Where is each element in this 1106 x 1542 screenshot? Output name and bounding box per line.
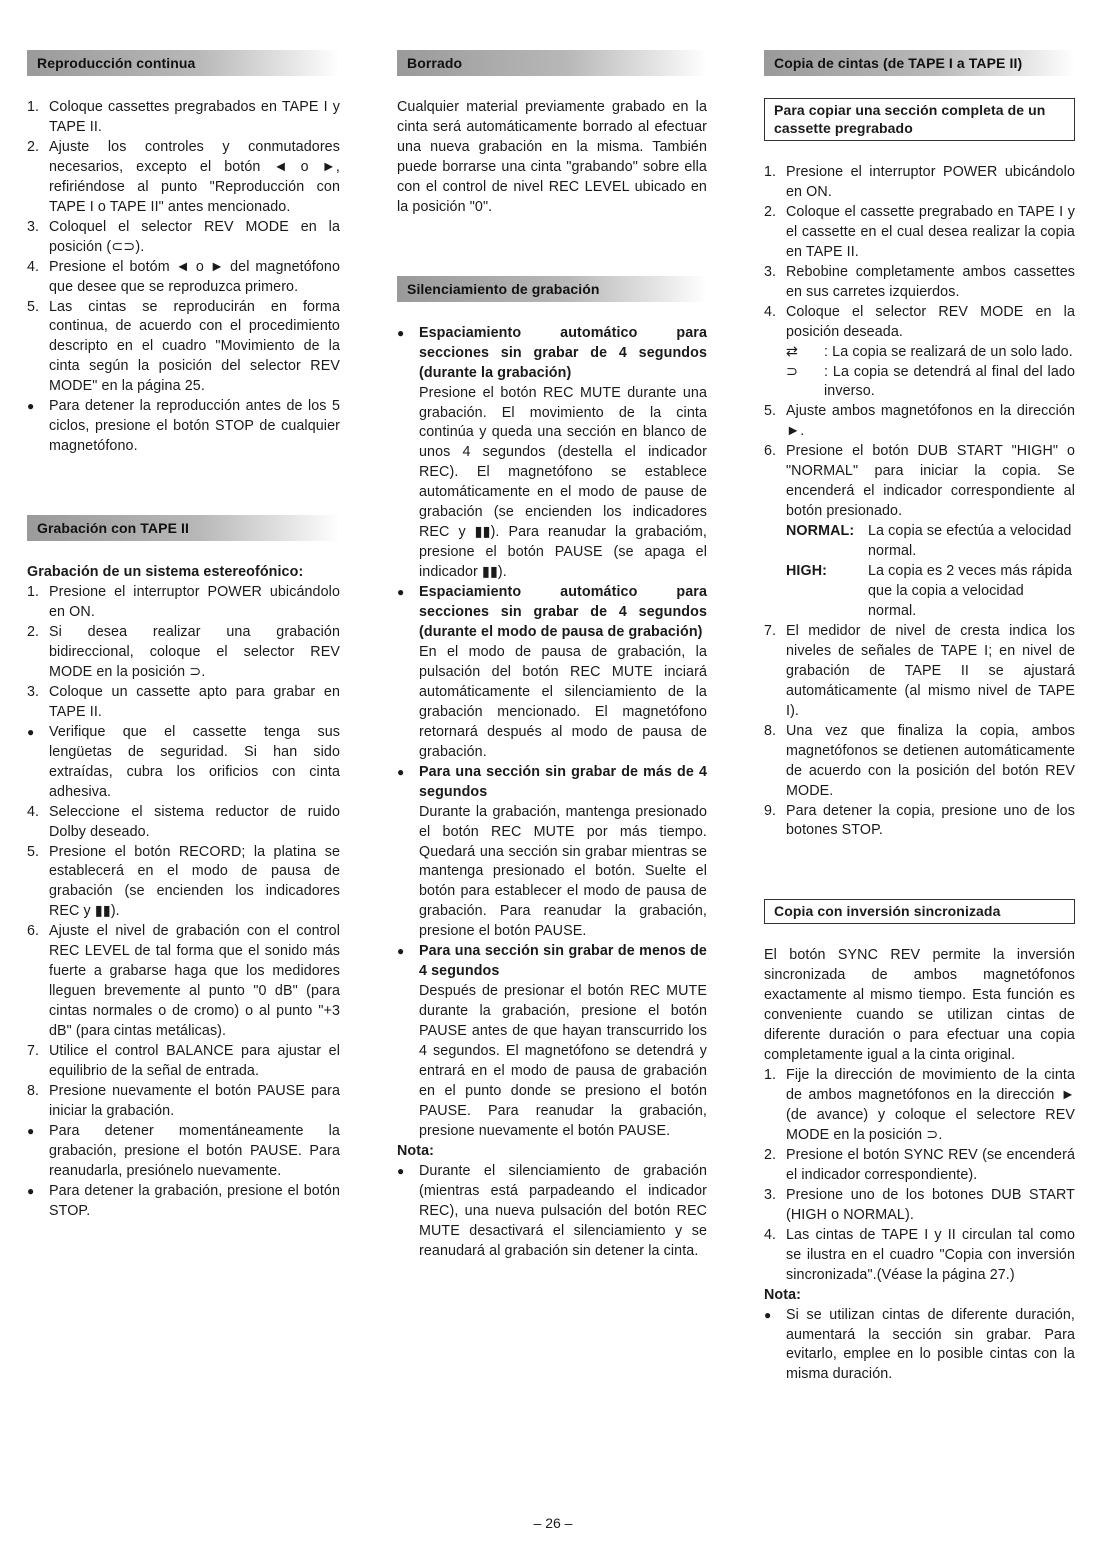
list-item: 1. Presione el interruptor POWER ubicándolo en ON. <box>764 164 1075 200</box>
column-1 <box>27 50 340 1222</box>
list-item: 4. Las cintas de TAPE I y II circulan tal como se ilustra en el cuadro "Copia con inversión sincronizada".(Véase la página 27.) <box>764 1226 1075 1283</box>
list-item: ● Para detener momentáneamente la grabación, presione el botón PAUSE. Para reanudarla, presiónelo nuevamente. <box>27 1122 340 1179</box>
list-item: 2. Si desea realizar una grabación bidireccional, coloque el selector REV MODE en la posición ⊃. <box>27 624 340 680</box>
section-heading-continuous: Reproducción continua <box>27 50 340 76</box>
sync-steps <box>764 1066 1075 1285</box>
mute-note-label: Nota: <box>397 1142 435 1159</box>
list-item: 4. Presione el botóm ◄ o ► del magnetófono que desee que se reproduzca primero. <box>27 258 340 295</box>
page-number: – 26 – <box>533 1515 573 1531</box>
column-2 <box>397 50 707 1262</box>
list-item: 5. Ajuste ambos magnetófonos en la dirección ►. <box>764 403 1075 440</box>
list-item: 7. El medidor de nivel de cresta indica los niveles de señales de TAPE I; en nivel de grabación de TAPE II se ajustará automáticamente (al mismo nivel de TAPE I). <box>764 622 1075 719</box>
list-item: 3. Presione uno de los botones DUB START (HIGH o NORMAL). <box>764 1186 1075 1223</box>
list-item: 6. Presione el botón DUB START "HIGH" o "NORMAL" para iniciar la copia. Se encenderá el indicador correspondiente al botón presionado. <box>764 443 1075 520</box>
list-item: ● Para detener la reproducción antes de los 5 ciclos, presione el botón STOP de cualquier magnetófono. <box>27 398 340 455</box>
list-item: NORMAL: La copia se efectúa a velocidad normal. <box>786 523 1072 560</box>
list-item: ● Para una sección sin grabar de más de 4 segundos Durante la grabación, mantenga presionado el botón REC MUTE por más tiempo. Quedará una sección sin grabar mientras se mantenga presionado el botón. Suelte el botón para establecer el modo de pausa de grabación. Para reanudar la grabación, presione el botón PAUSE. <box>397 763 707 940</box>
reverse-icon: ⊃ <box>786 363 799 380</box>
list-item: 3. Rebobine completamente ambos cassettes en sus carretes izquierdos. <box>764 263 1075 300</box>
list-item: ● Durante el silenciamiento de grabación (mientras está parpadeando el indicador REC), una nueva pulsación del botón REC MUTE desactivará el silenciamiento y se reanudará al grabación sin detener la cinta. <box>397 1162 707 1259</box>
list-item: HIGH: La copia es 2 veces más rápida que la copia a velocidad normal. <box>786 563 1073 619</box>
erase-text: Cualquier material previamente grabado en la cinta será automáticamente borrado al efectuar una nueva grabación en la misma. También puede borrarse una cinta "grabando" sobre ella con el control de nivel REC LEVEL ubicado en la posición "0". <box>397 99 707 215</box>
mute-note <box>397 1162 707 1262</box>
copy-steps <box>764 163 1075 841</box>
list-item: ● Si se utilizan cintas de diferente duración, aumentará la sección sin grabar. Para evitarlo, emplee en lo posible cintas con la misma duración. <box>764 1306 1075 1383</box>
list-item: 5. Presione el botón RECORD; la platina se establecerá en el modo de pausa de grabación (se encienden los indicadores REC y ▮▮). <box>27 843 340 920</box>
list-item: 2. Ajuste los controles y conmutadores necesarios, excepto el botón ◄ o ►, refiriéndose al punto "Reproducción con TAPE I o TAPE II" antes mencionado. <box>27 138 340 215</box>
section-heading-mute: Silenciamiento de grabación <box>397 276 707 302</box>
list-item: 2. Coloque el cassette pregrabado en TAPE I y el cassette en el cual desea realizar la copia en TAPE II. <box>764 203 1075 260</box>
list-item: 4. Coloque el selector REV MODE en la posición deseada. <box>764 303 1075 340</box>
sync-box-heading: Copia con inversión sincronizada <box>764 899 1075 924</box>
copy-box-heading: Para copiar una sección completa de un cassette pregrabado <box>764 98 1075 141</box>
continuous-steps <box>27 98 340 457</box>
section-heading-erase: Borrado <box>397 50 707 76</box>
mute-items <box>397 324 707 1142</box>
sync-intro: El botón SYNC REV permite la inversión sincronizada de ambos magnetófonos exactamente al mismo tiempo. Esta función es conveniente cuando se utilizan cintas de diferente duración o para efectuar una copia completamente igual a la cinta original. <box>764 947 1075 1064</box>
list-item: 1. Presione el interruptor POWER ubicándolo en ON. <box>27 584 340 621</box>
list-item: 6. Ajuste el nivel de grabación con el control REC LEVEL de tal forma que el sonido más fuerte a grabarse haga que los medidores lleguen brevemente al punto "0 dB" (para cintas normales o de cromo) o al punto "+3 dB" (para cintas metálicas). <box>27 923 340 1040</box>
list-item: ● Espaciamiento automático para secciones sin grabar de 4 segundos (durante la grabación) Presione el botón REC MUTE durante una grabación. El movimiento de la cinta continúa y queda una sección en blanco de unos 4 segundos (destella el indicador REC). El magnetófono se establece automáticamente en el modo de pause de grabación (se encienden los indicadores REC y ▮▮). Para reanudar la grabacióm, presione el botón PAUSE (se apaga el indicador ▮▮). <box>397 324 707 581</box>
list-item: 8. Una vez que finaliza la copia, ambos magnetófonos se detienen automáticamente de acuerdo con la posición del botón REV MODE. <box>764 722 1075 799</box>
list-item: 7. Utilice el control BALANCE para ajustar el equilibrio de la señal de entrada. <box>27 1043 340 1079</box>
list-item: 2. Presione el botón SYNC REV (se encenderá el indicador correspondiente). <box>764 1146 1075 1183</box>
one-way-icon: ⇄ <box>786 343 799 360</box>
list-item: 1. Coloque cassettes pregrabados en TAPE I y TAPE II. <box>27 99 340 135</box>
list-item: 8. Presione nuevamente el botón PAUSE para iniciar la grabación. <box>27 1082 340 1119</box>
list-item: ● Para detener la grabación, presione el botón STOP. <box>27 1182 340 1219</box>
sync-note <box>764 1306 1075 1386</box>
list-item: ● Verifique que el cassette tenga sus lengüetas de seguridad. Si han sido extraídas, cubra los orificios con cinta adhesiva. <box>27 723 340 800</box>
list-item: ● Espaciamiento automático para secciones sin grabar de 4 segundos (durante el modo de pausa de grabación) En el modo de pausa de grabación, la pulsación del botón REC MUTE inciará automáticamente el silenciamiento de la grabación mencionado. El magnetófono retornará después al modo de pausa de grabación. <box>397 584 707 760</box>
recording-steps <box>27 583 340 1222</box>
list-item: ⊃ : La copia se detendrá al final del lado inverso. <box>764 363 1075 403</box>
list-item: 4. Seleccione el sistema reductor de ruido Dolby deseado. <box>27 803 340 840</box>
recording-subheading: Grabación de un sistema estereofónico: <box>27 564 304 581</box>
sync-note-label: Nota: <box>764 1286 802 1303</box>
list-item: 9. Para detener la copia, presione uno de los botones STOP. <box>764 802 1075 839</box>
section-heading-copy: Copia de cintas (de TAPE I a TAPE II) <box>764 50 1075 76</box>
column-3 <box>764 50 1075 1385</box>
section-heading-recording: Grabación con TAPE II <box>27 515 340 541</box>
list-item: 3. Coloque un cassette apto para grabar en TAPE II. <box>27 683 340 720</box>
list-item: ⇄ : La copia se realizará de un solo lado. <box>764 343 1075 363</box>
list-item: 1. Fije la dirección de movimiento de la cinta de ambos magnetófonos en la dirección ► (de avance) y coloque el selectore REV MODE en la posición ⊃. <box>764 1067 1075 1143</box>
list-item: ● Para una sección sin grabar de menos de 4 segundos Después de presionar el botón REC MUTE durante la grabación, presione el botón PAUSE antes de que hayan transcurrido los 4 segundos. El magnetófono se detendrá y entrará en el modo de pausa de grabación en el punto donde se presiono el botón PAUSE. Para reanudar la grabación, presione nuevamente el botón PAUSE. <box>397 943 707 1139</box>
list-item: 3. Coloquel el selector REV MODE en la posición (⊂⊃). <box>27 218 340 255</box>
list-item: 5. Las cintas se reproducirán en forma continua, de acuerdo con el procedimiento descripto en el cuadro "Movimiento de la cinta según la posición del selector REV MODE" en la página 25. <box>27 298 340 395</box>
